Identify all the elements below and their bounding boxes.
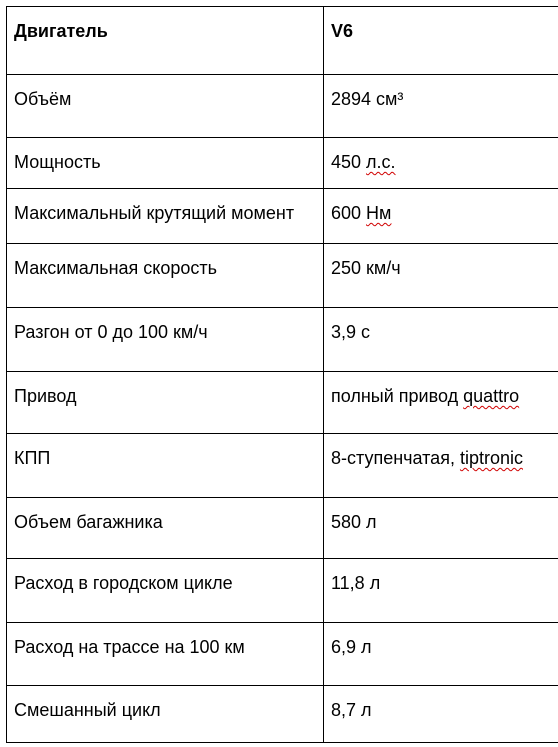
table-row [7,138,558,189]
parameter-cell: Расход в городском цикле [7,559,324,623]
parameter-cell: Максимальная скорость [7,244,324,308]
table-row [7,372,558,434]
value-text: 450 [331,152,367,172]
value-text: 8-ступенчатая, [331,448,460,468]
parameter-cell: Разгон от 0 до 100 км/ч [7,308,324,372]
table-row [7,308,558,372]
table-row [7,434,558,498]
value-cell: 6,9 л [324,623,558,686]
table-row [7,189,558,244]
value-cell [324,372,558,434]
value-cell: 8,7 л [324,686,558,743]
parameter-cell: Расход на трассе на 100 км [7,623,324,686]
spellcheck-marked-text: Нм [366,203,392,223]
parameter-cell: Объем багажника [7,498,324,559]
header-parameter-cell: Двигатель [7,7,324,75]
table-row [7,244,558,308]
spellcheck-marked-text: quattro [463,386,520,406]
value-cell: 3,9 с [324,308,558,372]
value-cell: 580 л [324,498,558,559]
value-cell: 250 км/ч [324,244,558,308]
value-cell [324,189,558,244]
table-row [7,559,558,623]
parameter-cell: КПП [7,434,324,498]
value-text: полный привод [331,386,464,406]
parameter-cell: Мощность [7,138,324,189]
parameter-cell: Смешанный цикл [7,686,324,743]
parameter-cell: Привод [7,372,324,434]
parameter-cell: Максимальный крутящий момент [7,189,324,244]
table-header-row [7,7,558,75]
spellcheck-marked-text: tiptronic [459,448,523,468]
spellcheck-marked-text: л.с. [366,152,396,172]
value-cell: 2894 см³ [324,75,558,138]
table-row [7,75,558,138]
parameter-cell: Объём [7,75,324,138]
value-text: 600 [331,203,367,223]
table-row [7,498,558,559]
value-cell [324,138,558,189]
specifications-table [6,6,558,743]
value-cell: 11,8 л [324,559,558,623]
header-value-cell: V6 [324,7,558,75]
value-cell [324,434,558,498]
table-row [7,623,558,686]
table-row [7,686,558,743]
